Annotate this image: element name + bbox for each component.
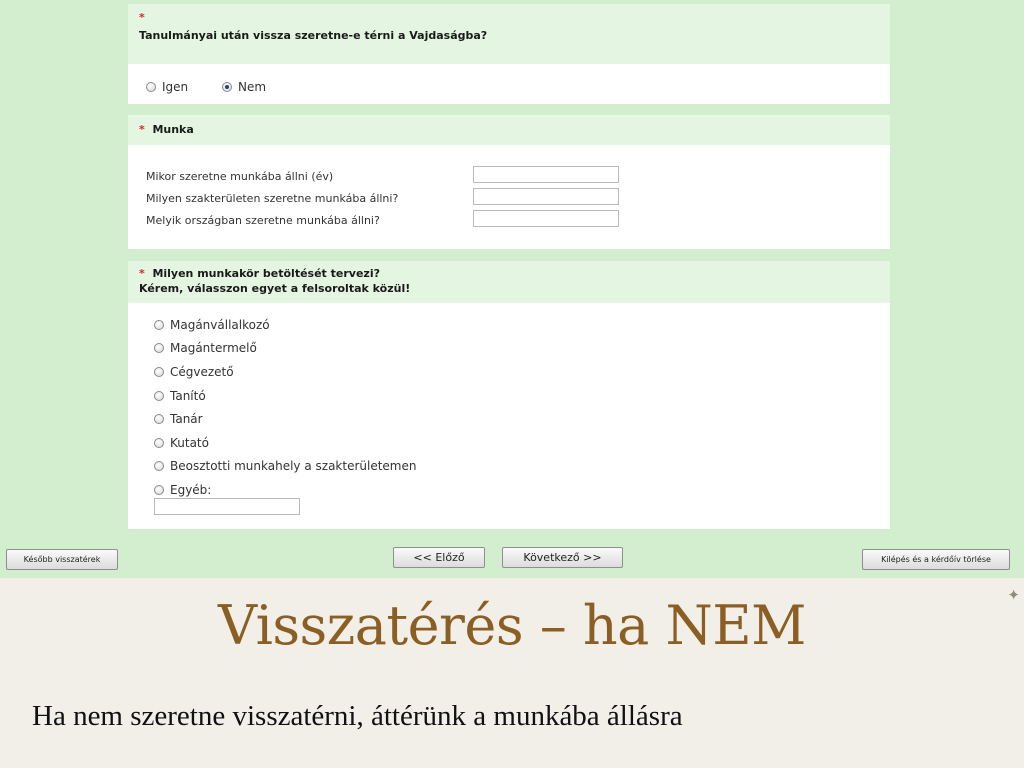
work-field-label: Milyen szakterületen szeretne munkába állni? — [146, 192, 399, 205]
radio-button[interactable] — [154, 367, 164, 377]
radio-button[interactable] — [154, 320, 164, 330]
decorative-star-icon: ✦ — [1007, 586, 1020, 604]
position-option[interactable] — [154, 431, 416, 455]
question-position-panel — [128, 261, 890, 529]
radio-nem[interactable] — [222, 82, 232, 92]
question-return-text: Tanulmányai után vissza szeretne-e térni a Vajdaságba? — [139, 29, 488, 42]
work-field-input[interactable] — [473, 188, 619, 205]
radio-button[interactable] — [154, 391, 164, 401]
work-country-input[interactable] — [473, 210, 619, 227]
work-field-row — [146, 166, 886, 188]
position-option[interactable] — [154, 407, 416, 431]
question-work-header — [128, 115, 890, 145]
work-field-row — [146, 210, 886, 232]
work-start-year-input[interactable] — [473, 166, 619, 183]
position-option[interactable] — [154, 360, 416, 384]
option-nem[interactable] — [222, 80, 266, 94]
slide-title: Visszatérés – ha NEM — [218, 594, 806, 657]
position-option-label: Magántermelő — [170, 341, 257, 356]
next-button[interactable]: Következő >> — [502, 547, 623, 568]
position-options — [154, 313, 416, 502]
question-work-title: Munka — [152, 123, 194, 136]
option-nem-label: Nem — [237, 80, 267, 94]
question-work-panel — [128, 115, 890, 249]
position-option[interactable] — [154, 455, 416, 479]
radio-igen[interactable] — [146, 82, 156, 92]
required-mark: * — [139, 267, 145, 280]
position-option-label: Kutató — [170, 435, 209, 450]
position-option-label: Beosztotti munkahely a szakterületemen — [170, 459, 417, 474]
question-position-header — [128, 261, 890, 303]
slide-body-text: Ha nem szeretne visszatérni, áttérünk a munkába állásra — [32, 700, 683, 732]
option-igen-label: Igen — [162, 80, 189, 94]
question-return-header — [128, 4, 890, 64]
work-field-row — [146, 188, 886, 210]
work-country-label: Melyik országban szeretne munkába állni? — [146, 214, 380, 227]
question-return-panel — [128, 4, 890, 104]
work-fields — [146, 166, 886, 232]
position-option[interactable] — [154, 337, 416, 361]
required-mark: * — [139, 123, 145, 136]
exit-and-delete-button[interactable]: Kilépés és a kérdőív törlése — [862, 549, 1010, 570]
position-option-label: Tanító — [170, 388, 206, 403]
other-position-input[interactable] — [154, 498, 300, 515]
position-option[interactable] — [154, 313, 416, 337]
question-position-text: Milyen munkakör betöltését tervezi? — [152, 267, 380, 280]
radio-button[interactable] — [154, 438, 164, 448]
return-later-button[interactable]: Később visszatérek — [6, 549, 118, 570]
position-option[interactable] — [154, 384, 416, 408]
position-option-label: Egyéb: — [170, 482, 212, 497]
option-igen[interactable] — [146, 80, 188, 94]
question-return-options — [146, 80, 296, 95]
position-option-label: Magánvállalkozó — [170, 317, 270, 332]
position-option-label: Cégvezető — [170, 364, 234, 379]
radio-button[interactable] — [154, 414, 164, 424]
radio-button[interactable] — [154, 461, 164, 471]
radio-button[interactable] — [154, 485, 164, 495]
question-position-line1 — [139, 266, 890, 281]
previous-button[interactable]: << Előző — [393, 547, 485, 568]
work-start-year-label: Mikor szeretne munkába állni (év) — [146, 170, 334, 183]
radio-button[interactable] — [154, 343, 164, 353]
position-option-label: Tanár — [170, 412, 203, 427]
question-position-instruction: Kérem, válasszon egyet a felsoroltak közül! — [139, 282, 411, 295]
required-mark: * — [139, 11, 145, 24]
